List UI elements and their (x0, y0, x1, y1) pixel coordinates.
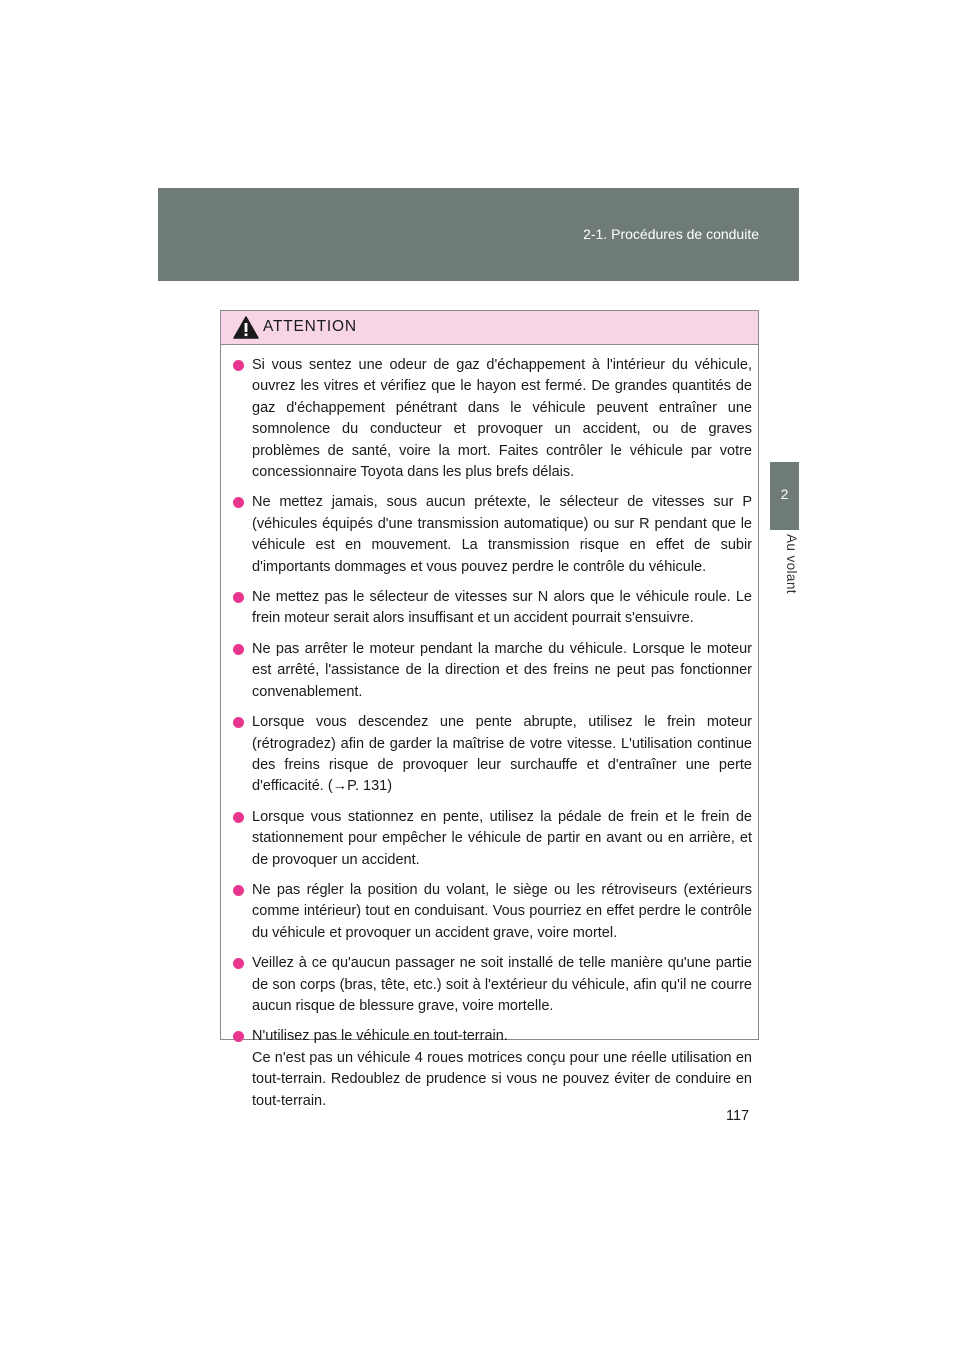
warning-item (231, 712, 752, 798)
warning-item-text: Ne mettez pas le sélecteur de vitesses sur N alors que le véhicule roule. Le frein moteur serait alors insuffisant et un accident pourrait s'ensuivre. (252, 589, 752, 627)
warning-item (231, 639, 752, 703)
warning-item (231, 880, 752, 944)
bullet-icon (233, 360, 244, 371)
section-title: 2-1. Procédures de conduite (583, 226, 759, 242)
warning-list (221, 345, 758, 1112)
chapter-tab (770, 462, 799, 530)
bullet-icon (233, 1031, 244, 1042)
warning-item (231, 355, 752, 483)
warning-item-text: Ne pas arrêter le moteur pendant la marche du véhicule. Lorsque le moteur est arrêté, l'assistance de la direction et des freins ne peut pas fonctionner convenablement. (252, 640, 752, 700)
warning-triangle-icon (233, 316, 259, 339)
bullet-icon (233, 812, 244, 823)
chapter-label: Au volant (784, 534, 799, 594)
warning-box (220, 310, 759, 1109)
warning-header (221, 311, 758, 345)
warning-item (231, 587, 752, 630)
bullet-icon (233, 885, 244, 896)
bullet-icon (233, 592, 244, 603)
warning-item (231, 953, 752, 1017)
bullet-icon (233, 644, 244, 655)
bullet-icon (233, 958, 244, 969)
warning-title: ATTENTION (263, 318, 357, 335)
warning-item-text: N'utilisez pas le véhicule en tout-terrain. (252, 1028, 508, 1045)
warning-item (231, 807, 752, 871)
bullet-icon (233, 497, 244, 508)
warning-item-text: Lorsque vous descendez une pente abrupte, utilisez le frein moteur (rétrogradez) afin de garder la maîtrise de votre vitesse. L'utilisation continue des freins risque de provoquer leur surchauffe et d'entraîner une perte d'efficacité. (→P. 131) (252, 714, 752, 795)
warning-item (231, 1026, 752, 1112)
bullet-icon (233, 717, 244, 728)
warning-item-text: Ce n'est pas un véhicule 4 roues motrices conçu pour une réelle utilisation en tout-terrain. Redoublez de prudence si vous ne pouvez éviter de conduire en tout-terrain. (252, 1049, 752, 1109)
warning-item-text: Ne pas régler la position du volant, le siège ou les rétroviseurs (extérieurs comme intérieur) tout en conduisant. Vous pourriez en effet perdre le contrôle du véhicule et provoquer un accident grave, voire mortel. (252, 881, 752, 941)
warning-item-text: Veillez à ce qu'aucun passager ne soit installé de telle manière qu'une partie de son corps (bras, tête, etc.) soit à l'extérieur du véhicule, afin qu'il ne courre aucun risque de blessure grave, voire mortelle. (252, 955, 752, 1014)
warning-item (231, 492, 752, 578)
page-number: 117 (726, 1108, 750, 1124)
section-header (158, 188, 799, 281)
warning-item-text: Lorsque vous stationnez en pente, utilisez la pédale de frein et le frein de stationnement pour empêcher le véhicule de partir en avant ou en arrière, et de provoquer un accident. (252, 808, 752, 868)
warning-item-text: Ne mettez jamais, sous aucun prétexte, le sélecteur de vitesses sur P (véhicules équipés d'une transmission automatique) ou sur R pendant que le véhicule est en mouvement. La transmission risque en effet de subir d'importants dommages et vous pouvez perdre le contrôle du véhicule. (252, 494, 752, 575)
chapter-number: 2 (780, 486, 789, 502)
warning-item-text: Si vous sentez une odeur de gaz d'échappement à l'intérieur du véhicule, ouvrez les vitres et vérifiez que le hayon est fermé. De grandes quantités de gaz d'échappement pénétrant dans le véhicule peuvent entraîner une somnolence du conducteur et provoquer un accident, ou de graves problèmes de santé, voire la mort. Faites contrôler le véhicule par votre concessionnaire Toyota dans les plus brefs délais. (252, 357, 752, 481)
